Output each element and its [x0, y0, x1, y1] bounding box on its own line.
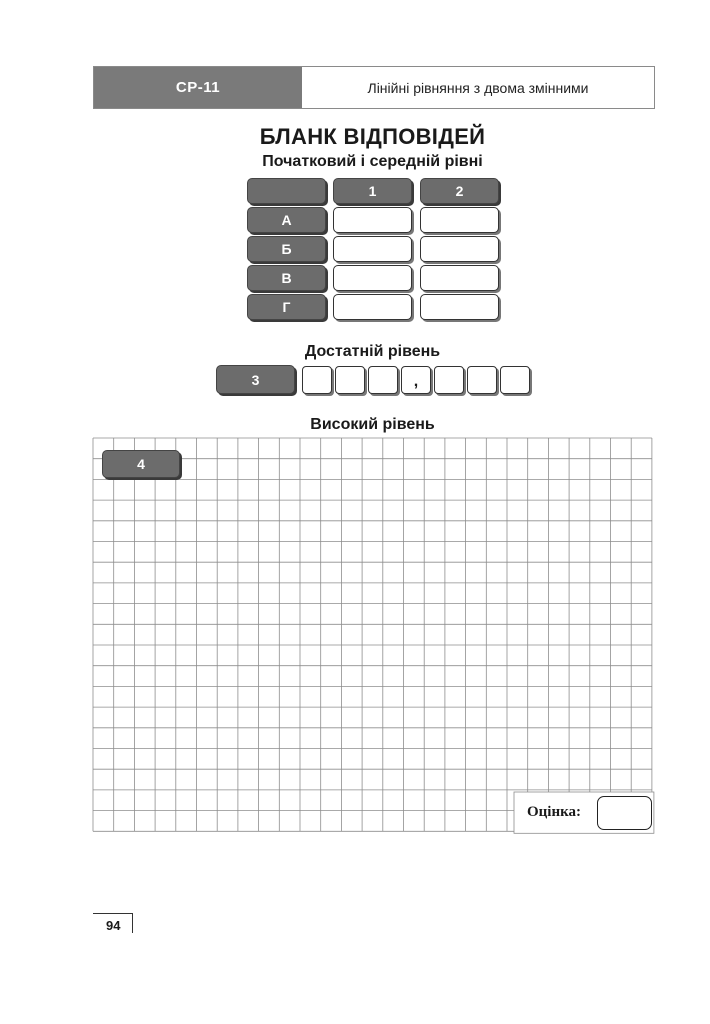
- column-header-2: 2: [420, 178, 499, 204]
- grade-box[interactable]: [597, 796, 652, 830]
- row-label-a: А: [247, 207, 326, 233]
- grade-label: Оцінка:: [527, 804, 582, 820]
- topic-title: Лінійні рівняння з двома змінними: [367, 79, 589, 96]
- task-3-label: 3: [216, 365, 295, 394]
- work-code: СР-11: [94, 67, 302, 108]
- page-number: 94: [93, 913, 133, 933]
- row-label-v: В: [247, 265, 326, 291]
- level2-heading: Достатній рівень: [304, 343, 441, 360]
- task-4-label: 4: [102, 450, 180, 478]
- decimal-comma-box: ,: [401, 366, 431, 394]
- column-header-1: 1: [333, 178, 412, 204]
- row-label-b: Б: [247, 236, 326, 262]
- page-title: БЛАНК ВІДПОВІДЕЙ: [259, 124, 486, 149]
- level1-heading: Початковий і середній рівні: [262, 153, 483, 170]
- level3-heading: Високий рівень: [310, 416, 435, 433]
- row-label-g: Г: [247, 294, 326, 320]
